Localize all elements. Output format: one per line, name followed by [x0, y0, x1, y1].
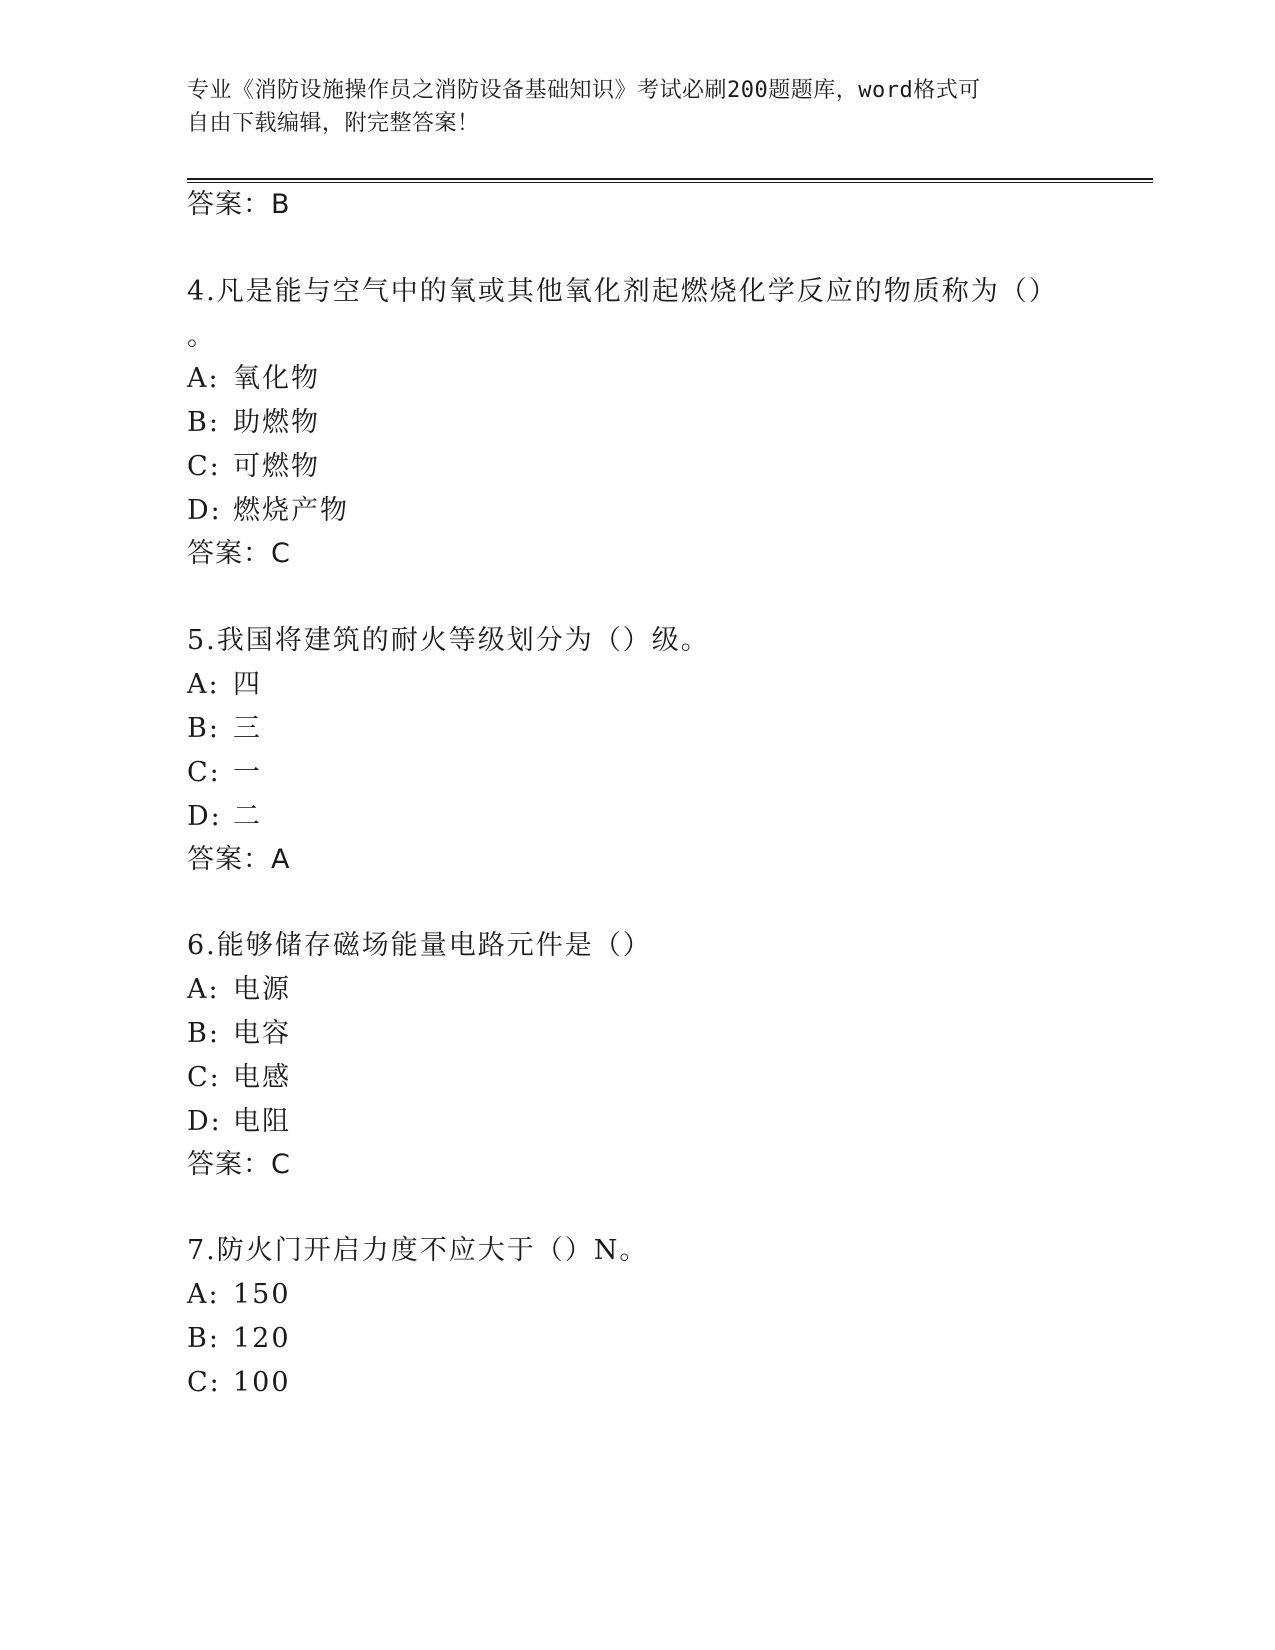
- header-line-2: 自由下载编辑，附完整答案！: [187, 111, 480, 136]
- option-text: 二: [233, 801, 262, 832]
- question-5-option-c: [187, 756, 262, 790]
- question-5-stem: 5.我国将建筑的耐火等级划分为（）级。: [187, 625, 710, 656]
- document-header: [187, 74, 1067, 140]
- option-text: 燃烧产物: [233, 495, 349, 526]
- option-label: C:: [187, 451, 221, 482]
- question-6-option-b: [187, 1017, 291, 1051]
- question-6-answer: 答案：C: [187, 1149, 291, 1180]
- question-6-option-c: [187, 1061, 291, 1095]
- option-text: 电容: [233, 1018, 291, 1049]
- question-7-stem: 7.防火门开启力度不应大于（）N。: [187, 1235, 649, 1266]
- option-label: B:: [187, 407, 220, 438]
- option-text: 电感: [233, 1062, 291, 1093]
- option-text: 四: [233, 669, 262, 700]
- question-4-option-b: [187, 406, 320, 440]
- option-label: B:: [187, 1323, 220, 1354]
- question-6-stem: 6.能够储存磁场能量电路元件是（）: [187, 930, 652, 961]
- question-7-option-c: [187, 1366, 291, 1400]
- question-4-option-a: [187, 362, 320, 396]
- question-5-option-a: [187, 668, 262, 702]
- header-divider: [187, 178, 1153, 183]
- option-text: 助燃物: [233, 407, 320, 438]
- question-4-stem-cont: 。: [187, 321, 216, 352]
- option-text: 三: [233, 713, 262, 744]
- question-5-option-b: [187, 712, 262, 746]
- header-line-1: 专业《消防设施操作员之消防设备基础知识》考试必刷200题题库，word格式可: [187, 78, 981, 103]
- option-label: B:: [187, 1018, 220, 1049]
- question-4-answer: 答案：C: [187, 538, 291, 569]
- question-6-option-a: [187, 973, 291, 1007]
- question-7-option-b: [187, 1322, 291, 1356]
- question-7-option-a: [187, 1278, 291, 1312]
- option-text: 可燃物: [233, 451, 320, 482]
- question-6-option-d: [187, 1105, 291, 1139]
- question-4-option-d: [187, 494, 349, 528]
- option-text: 100: [233, 1367, 291, 1398]
- question-4-stem: 4.凡是能与空气中的氧或其他氧化剂起燃烧化学反应的物质称为（）: [187, 276, 1058, 307]
- option-label: C:: [187, 1062, 221, 1093]
- option-text: 120: [233, 1323, 291, 1354]
- option-label: C:: [187, 1367, 221, 1398]
- option-text: 电阻: [233, 1106, 291, 1137]
- question-5-option-d: [187, 800, 262, 834]
- option-text: 电源: [233, 974, 291, 1005]
- option-label: A:: [187, 974, 220, 1005]
- option-label: A:: [187, 669, 220, 700]
- option-label: D:: [187, 801, 222, 832]
- option-text: 一: [233, 757, 262, 788]
- option-label: A:: [187, 363, 220, 394]
- option-label: C:: [187, 757, 221, 788]
- option-label: D:: [187, 1106, 222, 1137]
- option-text: 氧化物: [233, 363, 320, 394]
- option-label: B:: [187, 713, 220, 744]
- answer-prev: 答案：B: [187, 189, 291, 220]
- question-4-option-c: [187, 450, 320, 484]
- option-label: D:: [187, 495, 222, 526]
- option-label: A:: [187, 1279, 220, 1310]
- option-text: 150: [233, 1279, 291, 1310]
- question-5-answer: 答案：A: [187, 844, 291, 875]
